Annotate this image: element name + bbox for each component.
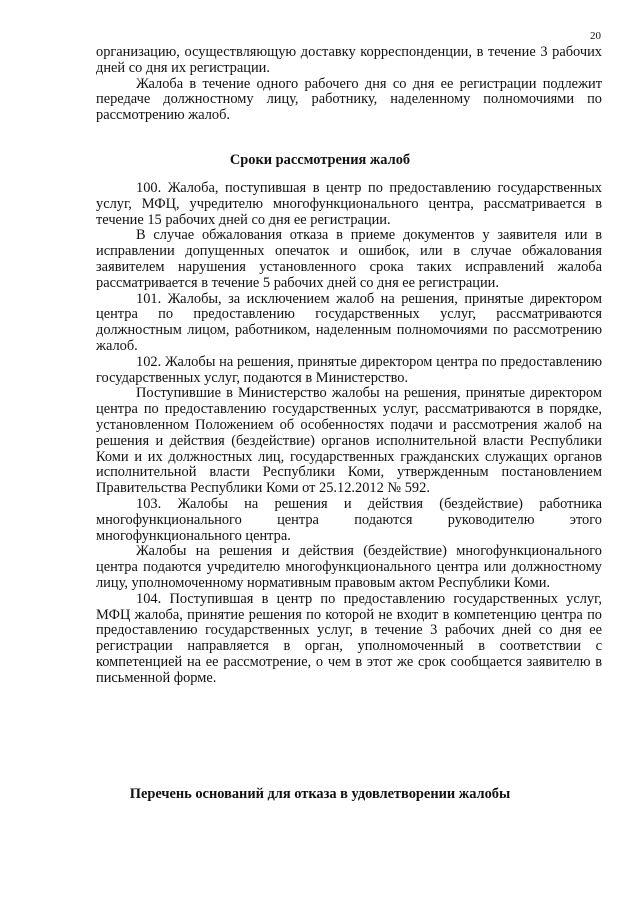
page-number: 20 [590, 30, 601, 42]
paragraph-103: 103. Жалобы на решения и действия (бездействие) работника многофункционального центра подаются руководителю этого многофункционального центра. [96, 495, 602, 544]
intro-block [96, 45, 602, 124]
paragraph-102: 102. Жалобы на решения, принятые директором центра по предоставлению государственных услуг, подаются в Министерство. [96, 353, 602, 386]
section-heading-refusal-grounds: Перечень оснований для отказа в удовлетворении жалобы [129, 786, 511, 802]
paragraph-100-case: В случае обжалования отказа в приеме документов у заявителя или в исправлении допущенных опечаток и ошибок, или в случае обжалования заявителем нарушения установленного срока таких исправлений жалоба рассматривается в течение 5 рабочих дней со дня ее регистрации. [96, 227, 602, 291]
paragraph-104: 104. Поступившая в центр по предоставлению государственных услуг, МФЦ жалоба, принятие решения по которой не входит в компетенцию центра по предоставлению государственных услуг, в течение 3 рабочих дней со дня ее регистрации направляется в орган, уполномоченный в соответствии с компетенцией на ее рассмотрение, о чем в этот же срок сообщается заявителю в письменной форме. [96, 590, 602, 686]
intro-paragraph-2: Жалоба в течение одного рабочего дня со дня ее регистрации подлежит передаче должностному лицу, работнику, наделенному полномочиями по рассмотрению жалоб. [96, 75, 602, 124]
review-terms-body [96, 181, 602, 687]
section-heading-review-terms: Сроки рассмотрения жалоб [229, 152, 411, 168]
paragraph-103-founder: Жалобы на решения и действия (бездействие) многофункционального центра подаются учредителю многофункционального центра или должностному лицу, уполномоченному нормативным правовым актом Республики Коми. [96, 543, 602, 591]
paragraph-102-ministry: Поступившие в Министерство жалобы на решения, принятые директором центра по предоставлению государственных услуг, рассматриваются в порядке, установленном Положением об особенностях подачи и рассмотрения жалоб на решения и действия (бездействие) органов исполнительной власти Республики Коми и их должностных лиц, государственных гражданских служащих органов исполнительной власти Республики Коми, утвержденным постановлением Правительства Республики Коми от 25.12.2012 № 592. [96, 385, 602, 497]
paragraph-101: 101. Жалобы, за исключением жалоб на решения, принятые директором центра по предоставлению государственных услуг, рассматриваются должностным лицом, работником, наделенным полномочиями по рассмотрению жалоб. [96, 290, 602, 354]
paragraph-100: 100. Жалоба, поступившая в центр по предоставлению государственных услуг, МФЦ, учредителю многофункционального центра, рассматривается в течение 15 рабочих дней со дня ее регистрации. [96, 180, 602, 228]
intro-paragraph-1: организацию, осуществляющую доставку корреспонденции, в течение 3 рабочих дней со дня их регистрации. [96, 44, 602, 76]
